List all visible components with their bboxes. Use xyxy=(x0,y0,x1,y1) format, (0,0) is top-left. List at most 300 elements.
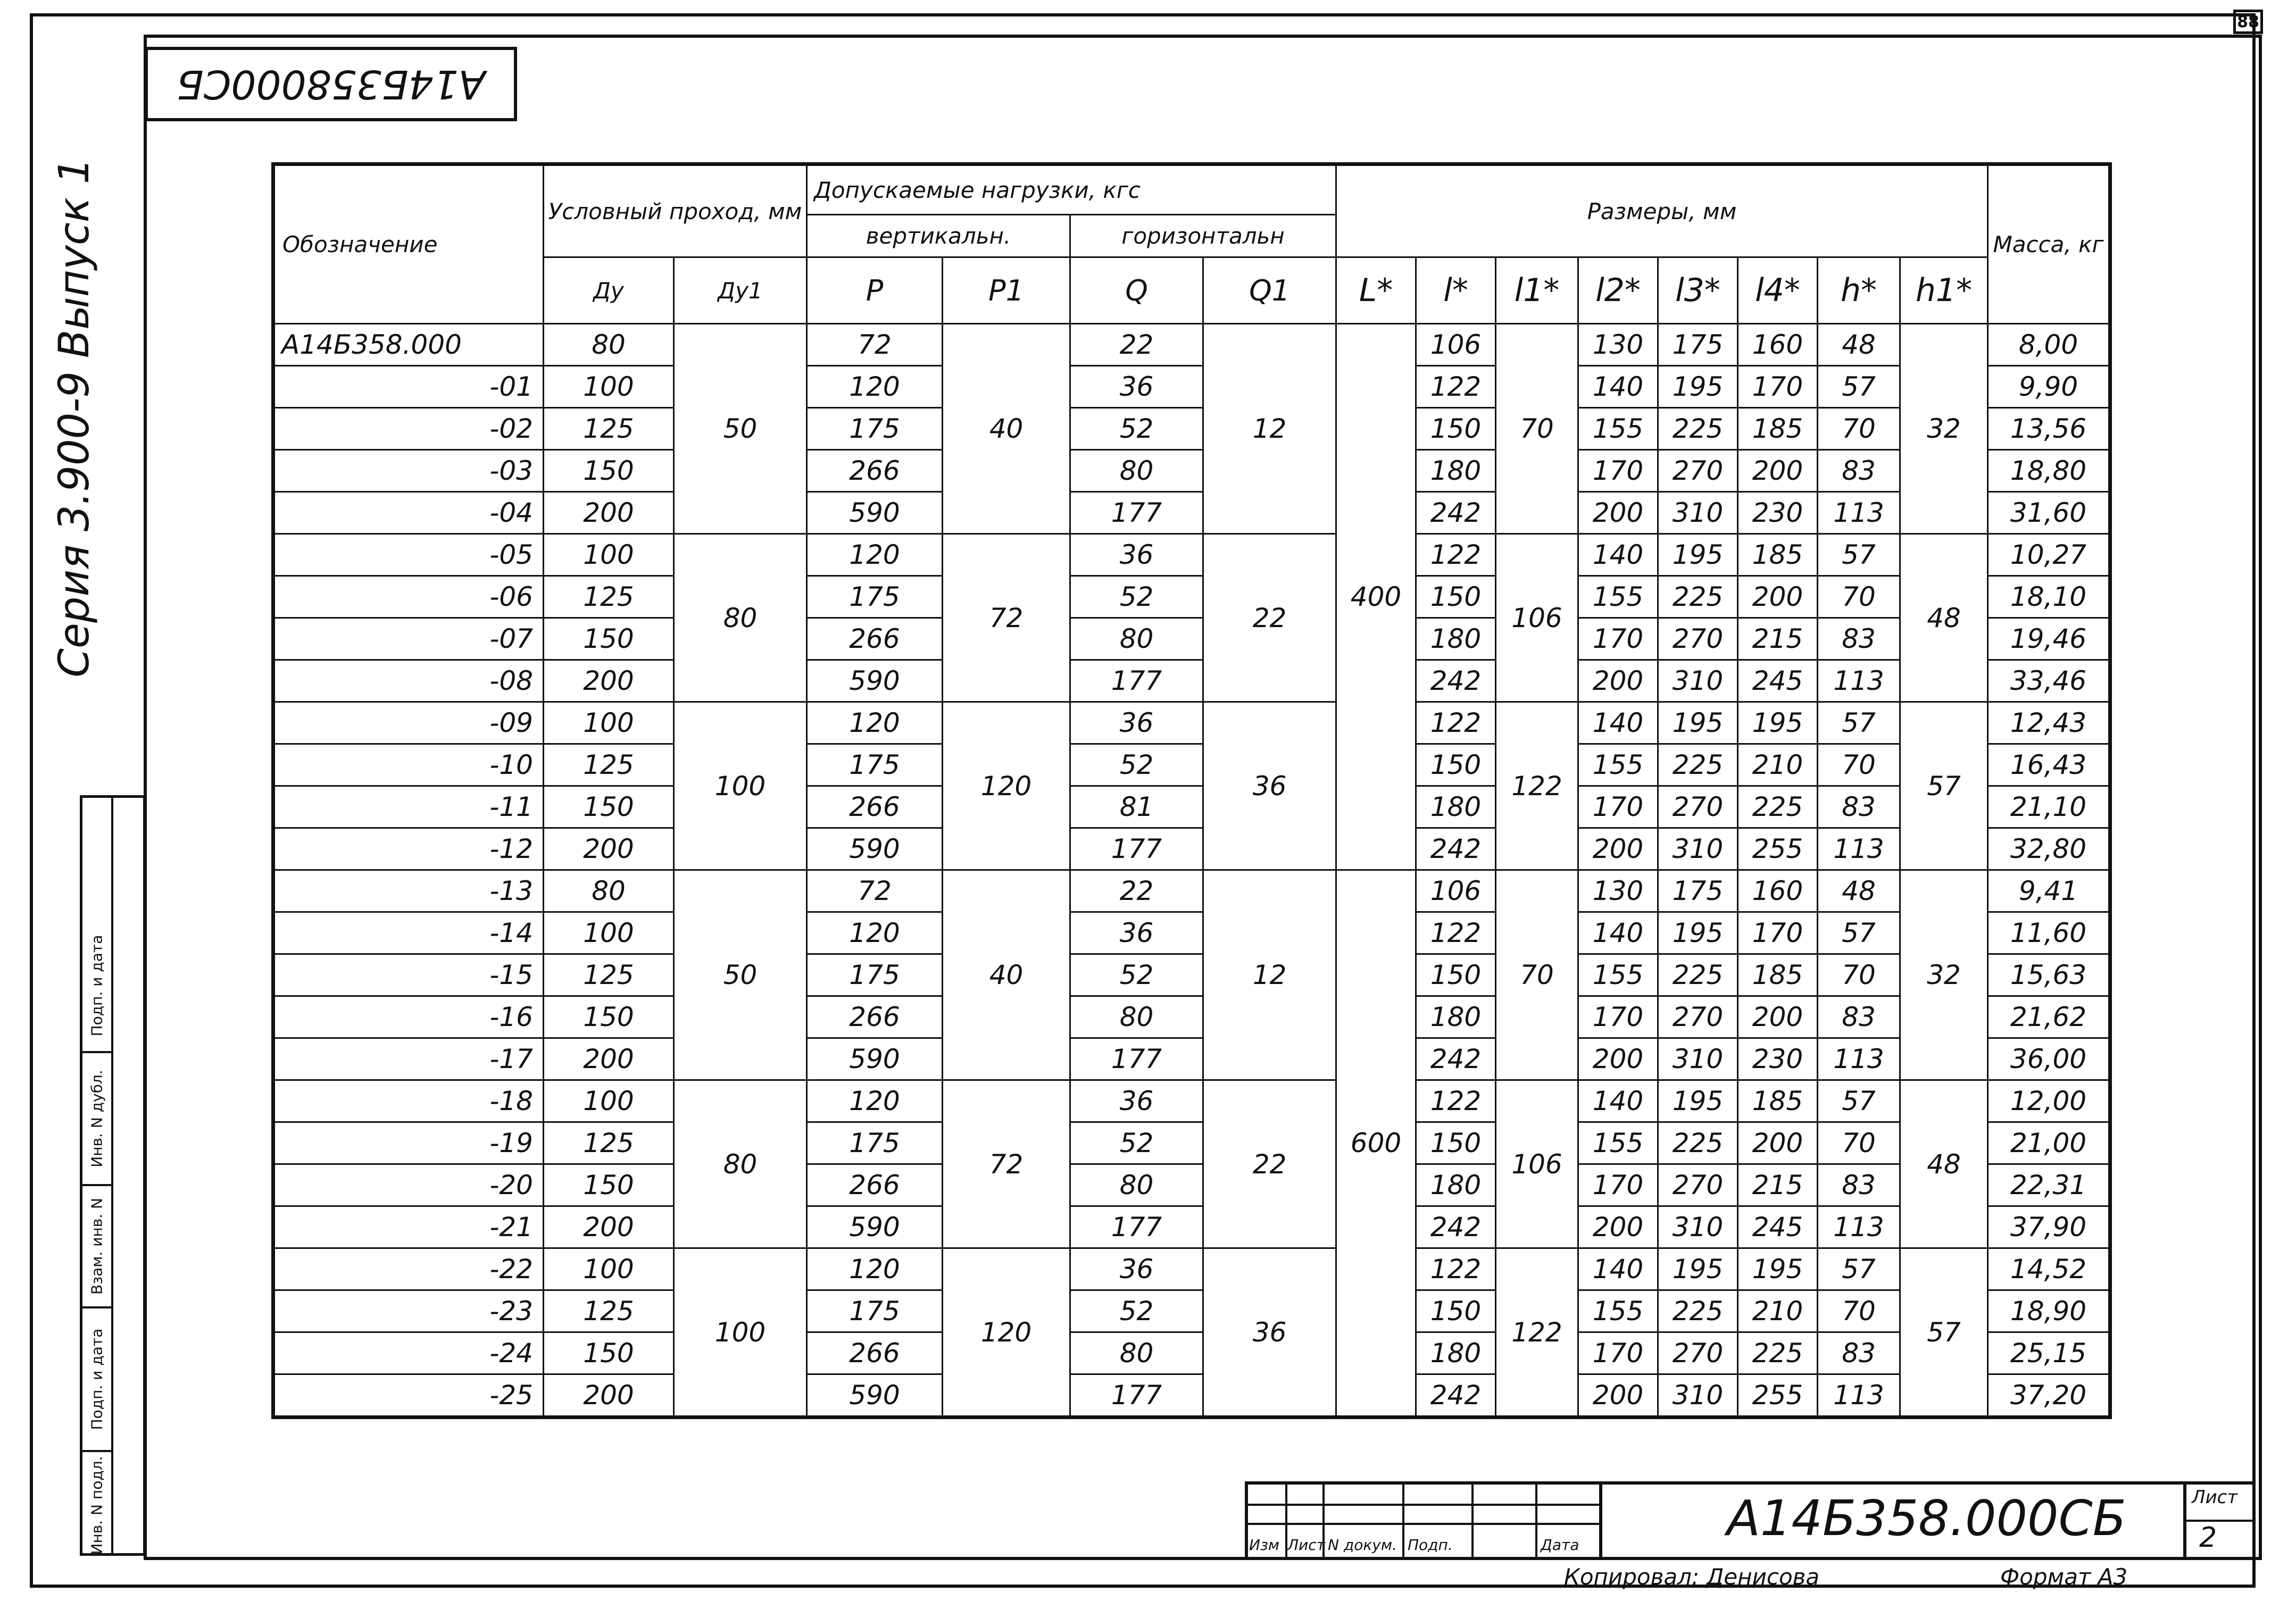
h-cell: 57 xyxy=(1818,702,1900,744)
dy-cell: 150 xyxy=(544,1164,674,1206)
header-dy1: Ду1 xyxy=(674,257,807,324)
l1-cell: 70 xyxy=(1496,870,1578,1080)
mass-cell: 21,00 xyxy=(1988,1122,2110,1164)
q-cell: 52 xyxy=(1070,954,1203,996)
l3-cell: 310 xyxy=(1658,1038,1738,1080)
l4-cell: 215 xyxy=(1738,1164,1818,1206)
q-cell: 52 xyxy=(1070,1290,1203,1332)
l2-cell: 155 xyxy=(1578,744,1658,786)
q-cell: 52 xyxy=(1070,576,1203,618)
title-block-label: N докум. xyxy=(1328,1536,1397,1554)
l3-cell: 225 xyxy=(1658,1290,1738,1332)
h-cell: 113 xyxy=(1818,1206,1900,1248)
mass-cell: 10,27 xyxy=(1988,534,2110,576)
mass-cell: 37,20 xyxy=(1988,1374,2110,1418)
l2-cell: 140 xyxy=(1578,534,1658,576)
l-cell: 242 xyxy=(1416,660,1496,702)
dy-cell: 80 xyxy=(544,324,674,366)
h1-cell: 57 xyxy=(1900,1248,1988,1418)
h-cell: 70 xyxy=(1818,408,1900,450)
dy-cell: 80 xyxy=(544,870,674,912)
drawing-code: А14Б358.000СБ xyxy=(1727,1490,2126,1547)
dy-cell: 100 xyxy=(544,1080,674,1122)
dy-cell: 100 xyxy=(544,534,674,576)
p-cell: 120 xyxy=(807,366,943,408)
header-loads: Допускаемые нагрузки, кгс xyxy=(807,164,1336,215)
p-cell: 120 xyxy=(807,1080,943,1122)
mass-cell: 19,46 xyxy=(1988,618,2110,660)
q-cell: 52 xyxy=(1070,408,1203,450)
designation-cell: -16 xyxy=(273,996,544,1038)
designation-cell: -04 xyxy=(273,492,544,534)
l2-cell: 170 xyxy=(1578,618,1658,660)
h-cell: 70 xyxy=(1818,954,1900,996)
table-row xyxy=(273,576,2110,618)
header-designation: Обозначение xyxy=(273,164,544,324)
q1-cell: 12 xyxy=(1203,324,1336,534)
title-block-label: Лист xyxy=(1287,1536,1325,1554)
h-cell: 83 xyxy=(1818,450,1900,492)
l2-cell: 170 xyxy=(1578,996,1658,1038)
h-cell: 113 xyxy=(1818,660,1900,702)
l3-cell: 195 xyxy=(1658,912,1738,954)
p-cell: 120 xyxy=(807,702,943,744)
l2-cell: 200 xyxy=(1578,492,1658,534)
sheet-number-top: 88 xyxy=(2233,10,2263,34)
l2-cell: 155 xyxy=(1578,576,1658,618)
l4-cell: 170 xyxy=(1738,366,1818,408)
l-cell: 180 xyxy=(1416,1332,1496,1374)
dy1-cell: 50 xyxy=(674,870,807,1080)
designation-cell: -19 xyxy=(273,1122,544,1164)
q-cell: 81 xyxy=(1070,786,1203,828)
table-row xyxy=(273,912,2110,954)
l2-cell: 155 xyxy=(1578,954,1658,996)
mass-cell: 14,52 xyxy=(1988,1248,2110,1290)
mass-cell: 9,90 xyxy=(1988,366,2110,408)
series-text: Серия 3.900-9 Выпуск 1 xyxy=(51,157,98,678)
l2-cell: 130 xyxy=(1578,870,1658,912)
q-cell: 36 xyxy=(1070,1248,1203,1290)
dy-cell: 125 xyxy=(544,1290,674,1332)
h-cell: 57 xyxy=(1818,534,1900,576)
table-row xyxy=(273,702,2110,744)
p-cell: 266 xyxy=(807,1164,943,1206)
p-cell: 175 xyxy=(807,954,943,996)
copied-by: Копировал: Денисова xyxy=(1564,1564,1820,1590)
l4-cell: 185 xyxy=(1738,408,1818,450)
title-block-grid xyxy=(1248,1485,1602,1557)
dy-cell: 100 xyxy=(544,366,674,408)
header-p1: P1 xyxy=(943,257,1070,324)
header-l: l* xyxy=(1416,257,1496,324)
header-horizontal: горизонтальн xyxy=(1070,215,1336,257)
header-vertical: вертикальн. xyxy=(807,215,1070,257)
mass-cell: 15,63 xyxy=(1988,954,2110,996)
q-cell: 52 xyxy=(1070,1122,1203,1164)
l3-cell: 195 xyxy=(1658,702,1738,744)
q-cell: 36 xyxy=(1070,702,1203,744)
l4-cell: 160 xyxy=(1738,870,1818,912)
title-block-label: Дата xyxy=(1541,1536,1579,1554)
q-cell: 36 xyxy=(1070,1080,1203,1122)
l3-cell: 225 xyxy=(1658,408,1738,450)
table-row xyxy=(273,954,2110,996)
dy1-cell: 100 xyxy=(674,702,807,870)
l2-cell: 200 xyxy=(1578,828,1658,870)
l2-cell: 200 xyxy=(1578,1038,1658,1080)
dy-cell: 200 xyxy=(544,1374,674,1418)
l-cell: 150 xyxy=(1416,1122,1496,1164)
h1-cell: 57 xyxy=(1900,702,1988,870)
l-cell: 122 xyxy=(1416,1080,1496,1122)
l-cell: 122 xyxy=(1416,534,1496,576)
designation-cell: -02 xyxy=(273,408,544,450)
header-l1: l1* xyxy=(1496,257,1578,324)
l2-cell: 140 xyxy=(1578,366,1658,408)
p1-cell: 72 xyxy=(943,534,1070,702)
l3-cell: 195 xyxy=(1658,534,1738,576)
dy-cell: 200 xyxy=(544,1038,674,1080)
table-body xyxy=(273,324,2110,1418)
l3-cell: 310 xyxy=(1658,828,1738,870)
p1-cell: 72 xyxy=(943,1080,1070,1248)
p1-cell: 40 xyxy=(943,870,1070,1080)
l-cell: 242 xyxy=(1416,1038,1496,1080)
l-cell: 122 xyxy=(1416,366,1496,408)
dy-cell: 125 xyxy=(544,408,674,450)
l2-cell: 155 xyxy=(1578,1122,1658,1164)
dy-cell: 100 xyxy=(544,702,674,744)
p-cell: 175 xyxy=(807,1122,943,1164)
h-cell: 83 xyxy=(1818,996,1900,1038)
designation-cell: -25 xyxy=(273,1374,544,1418)
p-cell: 266 xyxy=(807,996,943,1038)
header-q: Q xyxy=(1070,257,1203,324)
table-row xyxy=(273,870,2110,912)
h-cell: 113 xyxy=(1818,1374,1900,1418)
h-cell: 70 xyxy=(1818,1122,1900,1164)
dy-cell: 150 xyxy=(544,1332,674,1374)
header-q1: Q1 xyxy=(1203,257,1336,324)
table-row xyxy=(273,1374,2110,1418)
q-cell: 80 xyxy=(1070,618,1203,660)
table-row xyxy=(273,408,2110,450)
designation-cell: -20 xyxy=(273,1164,544,1206)
h-cell: 70 xyxy=(1818,576,1900,618)
dy-cell: 125 xyxy=(544,744,674,786)
l-cell: 150 xyxy=(1416,744,1496,786)
p1-cell: 40 xyxy=(943,324,1070,534)
mass-cell: 18,10 xyxy=(1988,576,2110,618)
q-cell: 177 xyxy=(1070,1374,1203,1418)
dy-cell: 200 xyxy=(544,660,674,702)
q-cell: 22 xyxy=(1070,324,1203,366)
h-cell: 83 xyxy=(1818,786,1900,828)
l-cell: 180 xyxy=(1416,786,1496,828)
l-cell: 150 xyxy=(1416,408,1496,450)
sheet-number: 2 xyxy=(2186,1520,2252,1554)
designation-cell: -18 xyxy=(273,1080,544,1122)
dy-cell: 150 xyxy=(544,618,674,660)
h-cell: 83 xyxy=(1818,1332,1900,1374)
h-cell: 57 xyxy=(1818,1080,1900,1122)
side-stamp-cell: Инв. N дубл. xyxy=(82,1053,111,1186)
p1-cell: 120 xyxy=(943,1248,1070,1418)
l2-cell: 155 xyxy=(1578,408,1658,450)
q-cell: 80 xyxy=(1070,450,1203,492)
l4-cell: 225 xyxy=(1738,786,1818,828)
h-cell: 113 xyxy=(1818,1038,1900,1080)
l3-cell: 310 xyxy=(1658,1374,1738,1418)
dy-cell: 200 xyxy=(544,492,674,534)
mass-cell: 21,62 xyxy=(1988,996,2110,1038)
l4-cell: 160 xyxy=(1738,324,1818,366)
q-cell: 80 xyxy=(1070,1164,1203,1206)
side-stamp-cell: Инв. N подл. xyxy=(88,1456,106,1555)
p-cell: 120 xyxy=(807,534,943,576)
l4-cell: 200 xyxy=(1738,576,1818,618)
l-cell: 180 xyxy=(1416,996,1496,1038)
l4-cell: 225 xyxy=(1738,1332,1818,1374)
mass-cell: 21,10 xyxy=(1988,786,2110,828)
mass-cell: 12,00 xyxy=(1988,1080,2110,1122)
table-row xyxy=(273,1080,2110,1122)
dy-cell: 125 xyxy=(544,576,674,618)
q-cell: 36 xyxy=(1070,534,1203,576)
l-cell: 106 xyxy=(1416,870,1496,912)
header-dims: Размеры, мм xyxy=(1336,164,1988,257)
dy-cell: 125 xyxy=(544,954,674,996)
q-cell: 177 xyxy=(1070,828,1203,870)
p-cell: 175 xyxy=(807,744,943,786)
header-l2: l2* xyxy=(1578,257,1658,324)
header-h: h* xyxy=(1818,257,1900,324)
l2-cell: 200 xyxy=(1578,1374,1658,1418)
sheet-label: Лист xyxy=(2192,1487,2238,1508)
p-cell: 175 xyxy=(807,576,943,618)
l-cell: 150 xyxy=(1416,576,1496,618)
l2-cell: 170 xyxy=(1578,1332,1658,1374)
rotated-code-box xyxy=(145,47,517,121)
l4-cell: 230 xyxy=(1738,1038,1818,1080)
l3-cell: 310 xyxy=(1658,1206,1738,1248)
designation-cell: -08 xyxy=(273,660,544,702)
q-cell: 177 xyxy=(1070,492,1203,534)
title-block xyxy=(1245,1481,2256,1560)
designation-cell: -10 xyxy=(273,744,544,786)
q-cell: 177 xyxy=(1070,1206,1203,1248)
header-L: L* xyxy=(1336,257,1416,324)
table-row xyxy=(273,492,2110,534)
l4-cell: 230 xyxy=(1738,492,1818,534)
l4-cell: 245 xyxy=(1738,1206,1818,1248)
l3-cell: 225 xyxy=(1658,954,1738,996)
sheet-cell xyxy=(2183,1485,2252,1557)
p-cell: 590 xyxy=(807,492,943,534)
dy-cell: 100 xyxy=(544,1248,674,1290)
table-row xyxy=(273,618,2110,660)
l3-cell: 270 xyxy=(1658,996,1738,1038)
mass-cell: 33,46 xyxy=(1988,660,2110,702)
l-cell: 180 xyxy=(1416,1164,1496,1206)
mass-cell: 22,31 xyxy=(1988,1164,2110,1206)
h-cell: 70 xyxy=(1818,744,1900,786)
q-cell: 22 xyxy=(1070,870,1203,912)
l3-cell: 270 xyxy=(1658,618,1738,660)
q-cell: 80 xyxy=(1070,1332,1203,1374)
l-cell: 242 xyxy=(1416,828,1496,870)
l4-cell: 200 xyxy=(1738,1122,1818,1164)
l-cell: 122 xyxy=(1416,702,1496,744)
designation-cell: -15 xyxy=(273,954,544,996)
designation-cell: -21 xyxy=(273,1206,544,1248)
format-label: Формат А3 xyxy=(2000,1564,2128,1590)
h-cell: 48 xyxy=(1818,324,1900,366)
l4-cell: 210 xyxy=(1738,744,1818,786)
dy1-cell: 50 xyxy=(674,324,807,534)
title-block-label: Подп. xyxy=(1408,1536,1453,1554)
l-cell: 150 xyxy=(1416,954,1496,996)
L-cell: 600 xyxy=(1336,870,1416,1418)
l2-cell: 155 xyxy=(1578,1290,1658,1332)
mass-cell: 11,60 xyxy=(1988,912,2110,954)
mass-cell: 37,90 xyxy=(1988,1206,2110,1248)
l3-cell: 270 xyxy=(1658,786,1738,828)
q1-cell: 36 xyxy=(1203,1248,1336,1418)
header-l4: l4* xyxy=(1738,257,1818,324)
l4-cell: 255 xyxy=(1738,1374,1818,1418)
designation-cell: -07 xyxy=(273,618,544,660)
designation-cell: -14 xyxy=(273,912,544,954)
designation-cell: -22 xyxy=(273,1248,544,1290)
p-cell: 590 xyxy=(807,1206,943,1248)
header-nominal: Условный проход, мм xyxy=(544,164,807,257)
p-cell: 590 xyxy=(807,1374,943,1418)
l3-cell: 270 xyxy=(1658,1164,1738,1206)
dy-cell: 200 xyxy=(544,1206,674,1248)
l3-cell: 225 xyxy=(1658,576,1738,618)
h-cell: 83 xyxy=(1818,1164,1900,1206)
table-row xyxy=(273,1248,2110,1290)
dy-cell: 125 xyxy=(544,1122,674,1164)
side-stamp-cell: Подп. и дата xyxy=(82,1308,111,1452)
designation-cell: -09 xyxy=(273,702,544,744)
p-cell: 590 xyxy=(807,660,943,702)
table-row xyxy=(273,534,2110,576)
designation-cell: -12 xyxy=(273,828,544,870)
l1-cell: 122 xyxy=(1496,702,1578,870)
dy-cell: 150 xyxy=(544,786,674,828)
title-block-label: Изм xyxy=(1249,1536,1279,1554)
l3-cell: 225 xyxy=(1658,1122,1738,1164)
h1-cell: 48 xyxy=(1900,534,1988,702)
l-cell: 150 xyxy=(1416,1290,1496,1332)
l4-cell: 215 xyxy=(1738,618,1818,660)
mass-cell: 13,56 xyxy=(1988,408,2110,450)
q-cell: 177 xyxy=(1070,1038,1203,1080)
l-cell: 180 xyxy=(1416,450,1496,492)
designation-cell: -01 xyxy=(273,366,544,408)
l-cell: 242 xyxy=(1416,1374,1496,1418)
rotated-code: А14Б358000СБ xyxy=(176,61,486,107)
p1-cell: 120 xyxy=(943,702,1070,870)
h-cell: 113 xyxy=(1818,828,1900,870)
q-cell: 80 xyxy=(1070,996,1203,1038)
l4-cell: 245 xyxy=(1738,660,1818,702)
l4-cell: 200 xyxy=(1738,450,1818,492)
l4-cell: 195 xyxy=(1738,702,1818,744)
p-cell: 590 xyxy=(807,1038,943,1080)
mass-cell: 9,41 xyxy=(1988,870,2110,912)
header-p: P xyxy=(807,257,943,324)
l2-cell: 170 xyxy=(1578,786,1658,828)
l2-cell: 170 xyxy=(1578,1164,1658,1206)
l-cell: 122 xyxy=(1416,912,1496,954)
h1-cell: 32 xyxy=(1900,870,1988,1080)
l3-cell: 225 xyxy=(1658,744,1738,786)
l4-cell: 170 xyxy=(1738,912,1818,954)
h-cell: 57 xyxy=(1818,912,1900,954)
q1-cell: 36 xyxy=(1203,702,1336,870)
q-cell: 36 xyxy=(1070,912,1203,954)
l3-cell: 270 xyxy=(1658,450,1738,492)
dy1-cell: 100 xyxy=(674,1248,807,1418)
table-row xyxy=(273,1164,2110,1206)
header-dy: Ду xyxy=(544,257,674,324)
dy1-cell: 80 xyxy=(674,1080,807,1248)
l3-cell: 195 xyxy=(1658,366,1738,408)
l-cell: 242 xyxy=(1416,1206,1496,1248)
p-cell: 266 xyxy=(807,450,943,492)
p-cell: 72 xyxy=(807,870,943,912)
dy-cell: 200 xyxy=(544,828,674,870)
l-cell: 106 xyxy=(1416,324,1496,366)
side-stamp-cell: Подп. и дата xyxy=(82,920,111,1053)
q-cell: 36 xyxy=(1070,366,1203,408)
q-cell: 177 xyxy=(1070,660,1203,702)
l2-cell: 200 xyxy=(1578,1206,1658,1248)
table-row xyxy=(273,324,2110,366)
p-cell: 72 xyxy=(807,324,943,366)
l4-cell: 210 xyxy=(1738,1290,1818,1332)
p-cell: 266 xyxy=(807,618,943,660)
l2-cell: 170 xyxy=(1578,450,1658,492)
l1-cell: 122 xyxy=(1496,1248,1578,1418)
l2-cell: 140 xyxy=(1578,702,1658,744)
designation-cell: -05 xyxy=(273,534,544,576)
designation-cell: -03 xyxy=(273,450,544,492)
mass-cell: 18,90 xyxy=(1988,1290,2110,1332)
h-cell: 83 xyxy=(1818,618,1900,660)
h-cell: 70 xyxy=(1818,1290,1900,1332)
l3-cell: 175 xyxy=(1658,324,1738,366)
table-row xyxy=(273,366,2110,408)
l2-cell: 140 xyxy=(1578,912,1658,954)
L-cell: 400 xyxy=(1336,324,1416,870)
l3-cell: 270 xyxy=(1658,1332,1738,1374)
h-cell: 48 xyxy=(1818,870,1900,912)
h-cell: 57 xyxy=(1818,366,1900,408)
l2-cell: 200 xyxy=(1578,660,1658,702)
l3-cell: 195 xyxy=(1658,1248,1738,1290)
table-row xyxy=(273,1332,2110,1374)
p-cell: 175 xyxy=(807,408,943,450)
header-h1: h1* xyxy=(1900,257,1988,324)
p-cell: 266 xyxy=(807,786,943,828)
designation-cell: -24 xyxy=(273,1332,544,1374)
l1-cell: 70 xyxy=(1496,324,1578,534)
